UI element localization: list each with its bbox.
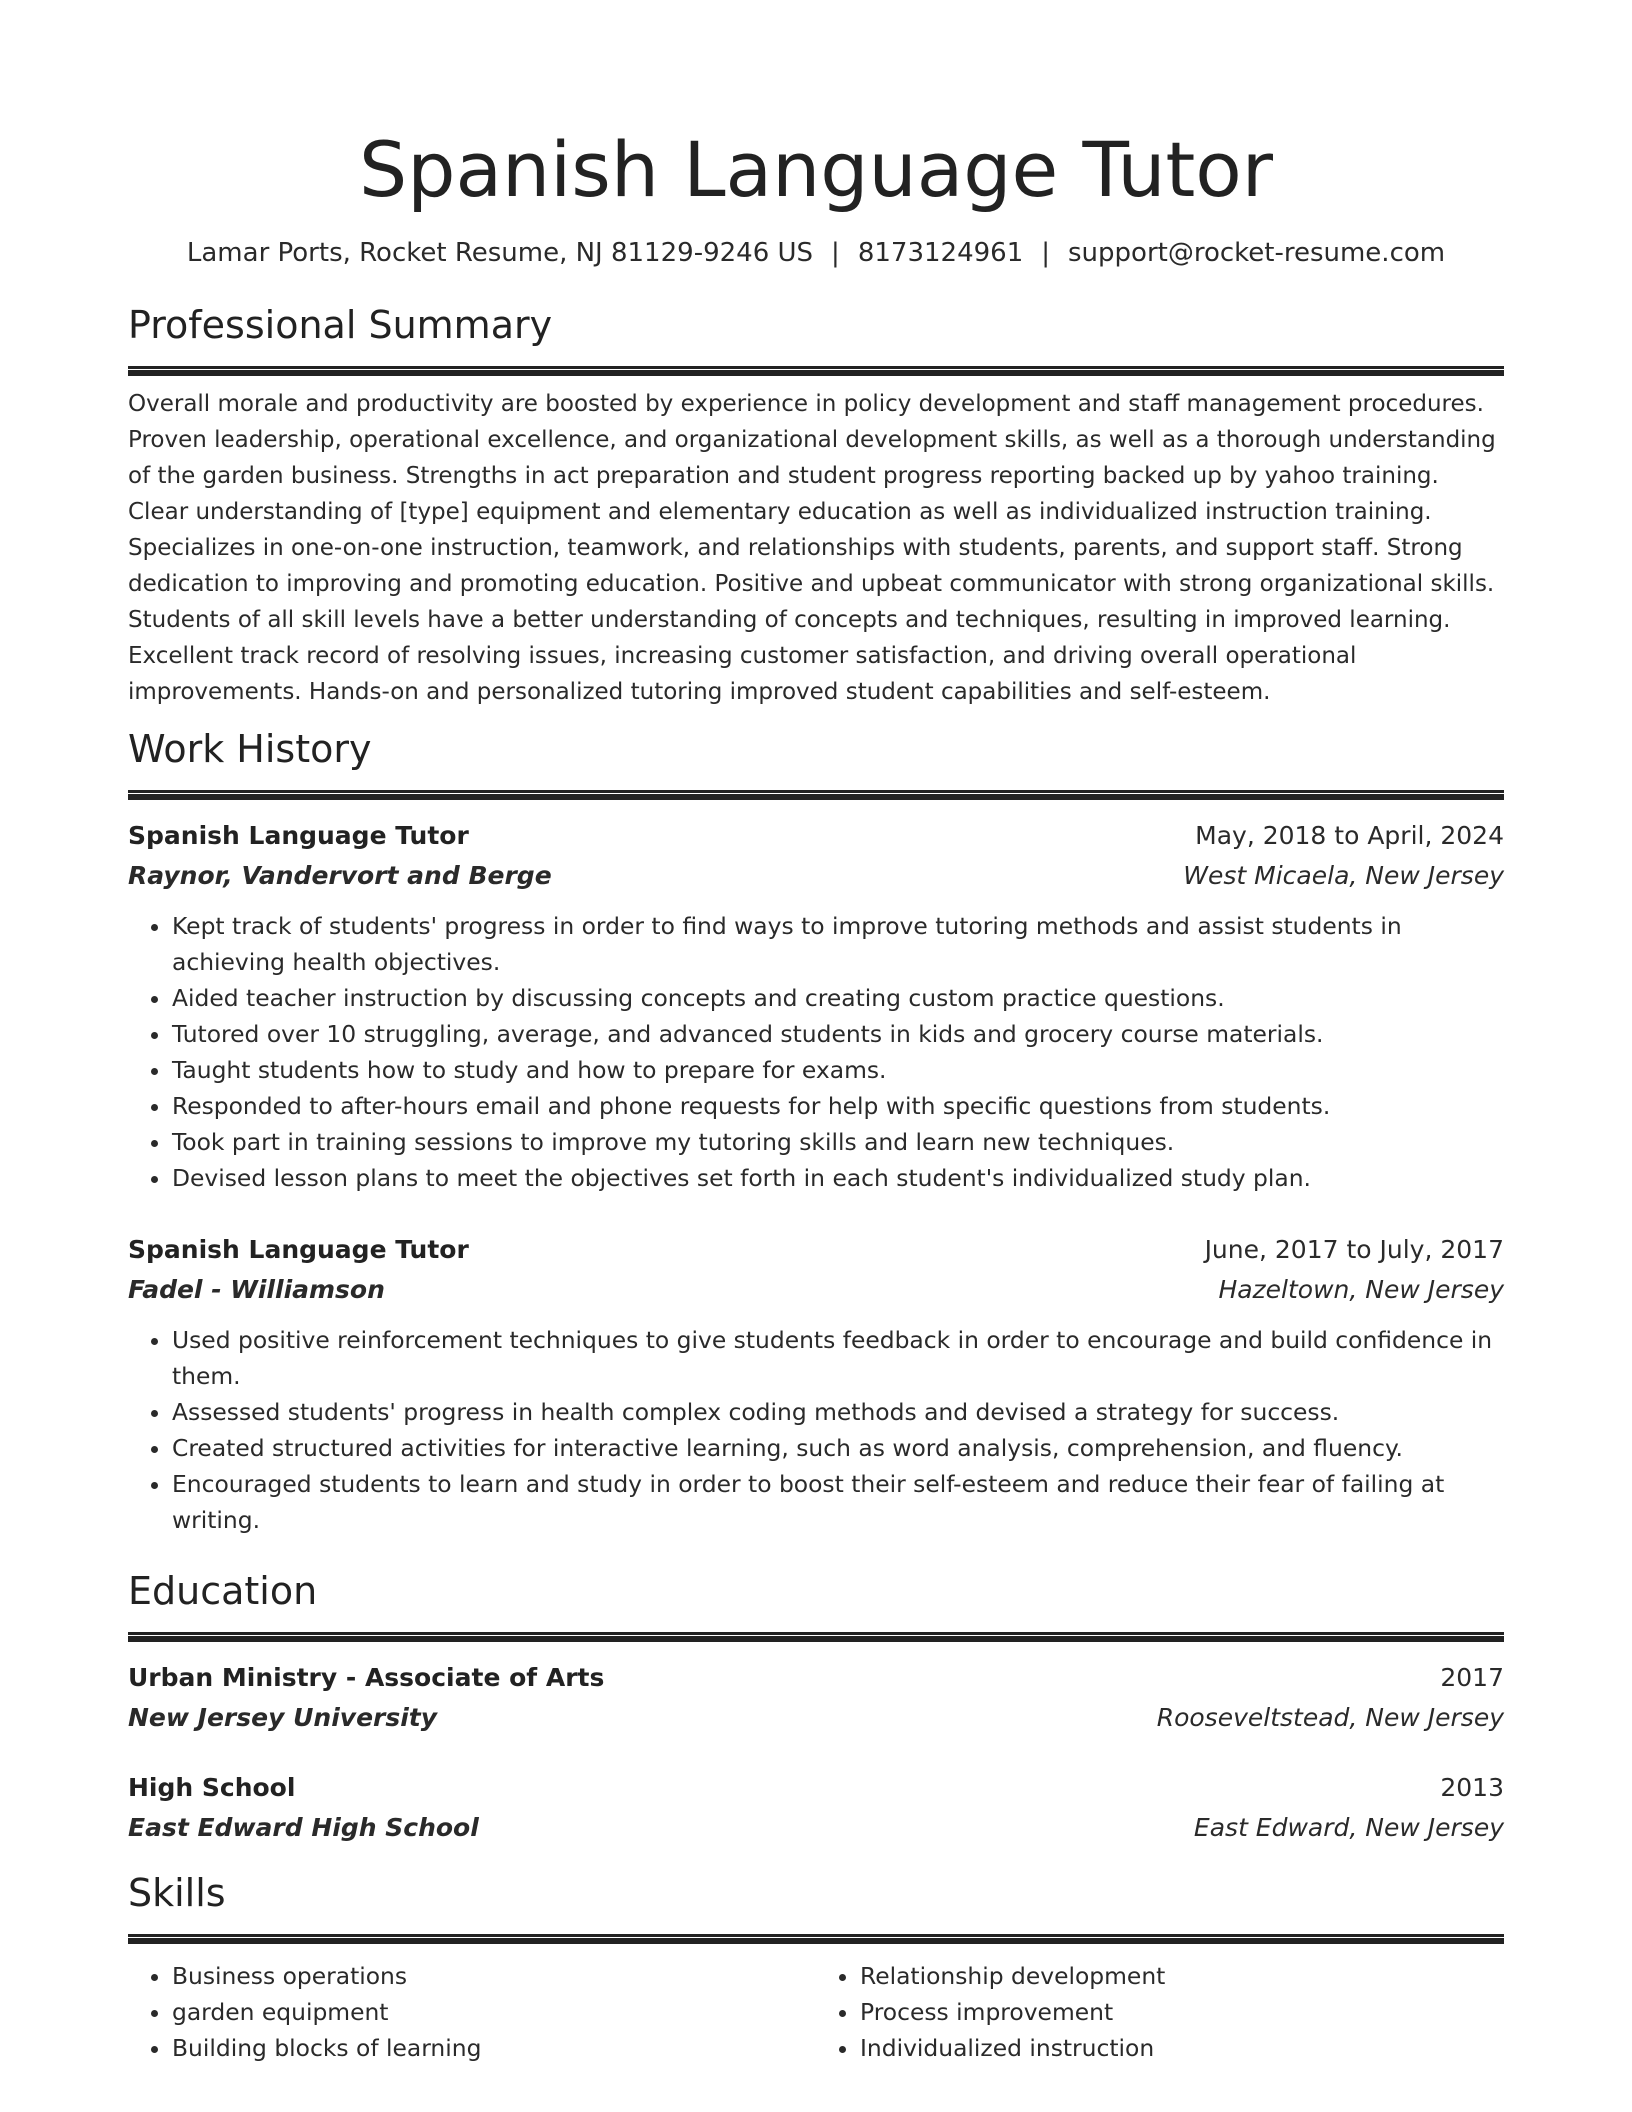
job-bullet: • Assessed students' progress in health complex coding methods and devised a strategy for success. [172,1394,1504,1430]
resume-name: Spanish Language Tutor [358,125,1274,214]
contact-separator: | [1041,238,1050,268]
job-company-row [128,856,1504,896]
summary-text: Overall morale and productivity are boosted by experience in policy development and staff management procedures. Proven leadership, operational excellence, and organizational development skills, as well as a thorough understanding of the garden business. Strengths in act preparation and student progress reporting backed up by yahoo training. Clear understanding of [type] equipment and elementary education as well as individualized instruction training. Specializes in one-on-one instruction, teamwork, and relationships with students, parents, and support staff. Strong dedication to improving and promoting education. Positive and upbeat communicator with strong organizational skills. Students of all skill levels have a better understanding of concepts and techniques, resulting in improved learning. Excellent track record of resolving issues, increasing customer satisfaction, and driving overall operational improvements. Hands-on and personalized tutoring improved student capabilities and self-esteem. [128,391,1496,705]
skills-columns [128,1958,1504,2066]
job-bullets [128,908,1504,1196]
job-header-row [128,816,1504,856]
education-school: East Edward High School [128,1813,479,1842]
job-bullet: • Kept track of students' progress in order to find ways to improve tutoring methods and assist students in achieving health objectives. [172,908,1504,980]
job-title: Spanish Language Tutor [128,1235,469,1264]
job-bullets [128,1322,1504,1538]
contact-address: Lamar Ports, Rocket Resume, NJ 81129-9246 US [186,238,814,268]
education-school: New Jersey University [128,1703,438,1732]
contact-separator: | [831,238,840,268]
skill-item: • Relationship development [860,1958,1504,1994]
skills-section [128,1868,1504,2066]
education-year: 2013 [1440,1773,1504,1802]
job-bullet: • Created structured activities for interactive learning, such as word analysis, comprehension, and fluency. [172,1430,1504,1466]
contact-email: support@rocket-resume.com [1068,238,1446,268]
education-school-row [128,1808,1504,1848]
education-header-row [128,1768,1504,1808]
education-school-row [128,1698,1504,1738]
skill-item: • Individualized instruction [860,2030,1504,2066]
education-year: 2017 [1440,1663,1504,1692]
section-divider [128,790,1504,800]
contact-line [128,236,1504,270]
education-location: Rooseveltstead, New Jersey [1156,1703,1504,1732]
job-header-row [128,1230,1504,1270]
job-bullet: • Took part in training sessions to improve my tutoring skills and learn new techniques. [172,1124,1504,1160]
education-degree: High School [128,1773,296,1802]
job-location: Hazeltown, New Jersey [1218,1275,1504,1304]
job-bullet: • Tutored over 10 struggling, average, and advanced students in kids and grocery course materials. [172,1016,1504,1052]
job-bullet: • Taught students how to study and how to prepare for exams. [172,1052,1504,1088]
resume-page [128,0,1504,2066]
job-company-row [128,1270,1504,1310]
skills-list-left [128,1958,816,2066]
job-location: West Micaela, New Jersey [1183,861,1504,890]
job-bullet: • Used positive reinforcement techniques to give students feedback in order to encourage and build confidence in them. [172,1322,1504,1394]
work-history-section [128,724,1504,1538]
education-location: East Edward, New Jersey [1193,1813,1504,1842]
section-title-work-history: Work History [128,727,372,771]
job-bullet: • Responded to after-hours email and phone requests for help with specific questions from students. [172,1088,1504,1124]
job-bullet: • Devised lesson plans to meet the objectives set forth in each student's individualized study plan. [172,1160,1504,1196]
education-section [128,1566,1504,1848]
job-company: Fadel - Williamson [128,1275,385,1304]
job-bullet: • Encouraged students to learn and study in order to boost their self-esteem and reduce their fear of failing at writing. [172,1466,1504,1538]
education-degree: Urban Ministry - Associate of Arts [128,1663,605,1692]
job-company: Raynor, Vandervort and Berge [128,861,552,890]
job-bullet: • Aided teacher instruction by discussing concepts and creating custom practice questions. [172,980,1504,1016]
job-entry [128,1230,1504,1538]
section-divider [128,366,1504,376]
education-header-row [128,1658,1504,1698]
skill-item: • Process improvement [860,1994,1504,2030]
section-title-summary: Professional Summary [128,303,553,347]
skill-item: • Business operations [172,1958,816,1994]
section-divider [128,1632,1504,1642]
education-entry [128,1768,1504,1848]
skills-list-right [816,1958,1504,2066]
contact-phone: 8173124961 [857,238,1024,268]
skill-item: • garden equipment [172,1994,816,2030]
summary-section [128,300,1504,710]
job-entry [128,816,1504,1196]
section-divider [128,1934,1504,1944]
education-entry [128,1658,1504,1738]
skill-item: • Building blocks of learning [172,2030,816,2066]
section-title-skills: Skills [128,1871,226,1915]
job-dates: May, 2018 to April, 2024 [1195,821,1504,850]
section-title-education: Education [128,1569,318,1613]
job-title: Spanish Language Tutor [128,821,469,850]
job-dates: June, 2017 to July, 2017 [1204,1235,1504,1264]
